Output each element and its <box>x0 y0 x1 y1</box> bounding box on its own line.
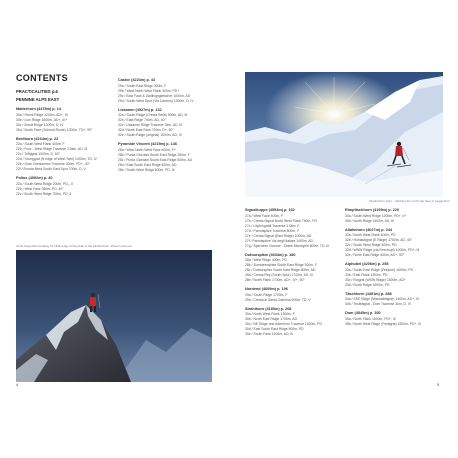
route-entry[interactable]: 27d / Parrotspitze Traverse 800m, F <box>245 228 300 233</box>
skier-photo-caption: Zinalrothorn Spur - climbing the north cap face of Lagginhorn <box>369 199 450 203</box>
route-entry[interactable]: 27b / Cresta Signal North West Flank 750m, PD <box>245 218 317 223</box>
route-entry[interactable]: 28b / Punta Giordani South East Ridge 250m, F <box>118 152 190 157</box>
route-entry[interactable]: 32d / WNW Ridge (via Feechopf) 1000m, PD+, III <box>345 248 420 252</box>
route-entry[interactable]: 32a / North West Flank 400m, PD <box>345 233 396 237</box>
peak-heading[interactable]: Allalinhorn (4027m) p. 244 <box>345 227 393 232</box>
mountain-photo <box>16 250 212 382</box>
right-page <box>229 0 458 458</box>
route-entry[interactable]: 22b / Four - West Ridge Traverse 2.5km, AD, III <box>16 147 88 151</box>
route-entry[interactable]: 27e / Cresta Signal (East Ridge) 1000m, AD <box>245 233 312 238</box>
page-number-left: 4 <box>16 382 19 387</box>
route-entry[interactable]: 28d / East South East Ridge 400m, AD <box>118 162 177 167</box>
route-entry[interactable]: 32d / North East Face 700m, D+, 50° <box>118 128 174 132</box>
route-entry[interactable]: 29d / South West Spur (Via Castoro) 1000m, D, IV <box>118 98 194 103</box>
route-entry[interactable]: 22a / South West Flank 400m, F <box>16 142 65 146</box>
mountain-photo-art <box>16 250 212 382</box>
peak-heading[interactable]: Breithorn (4164m) p. 22 <box>16 136 59 141</box>
route-entry[interactable]: 30c / NE Ridge and Adlerhorn Traverse 1600m, PD <box>245 322 322 326</box>
route-entry[interactable]: 28c / Punta Giordani South East Ridge 600m, AD <box>118 157 193 162</box>
route-entry[interactable]: 29b / Cresta di Santa Caterina 900m, TD, V <box>245 297 311 302</box>
route-entry[interactable]: 22a / South West Ridge 200m, PD-, II <box>16 181 73 186</box>
peak-heading[interactable]: Liskamm (4527m) p. 132 <box>118 107 162 112</box>
route-entry[interactable]: 28e / South West Ridge 600m, PD, III <box>118 167 175 172</box>
route-entry[interactable]: 28c / Dufourspitze South East Ridge 800m, AD <box>245 268 316 272</box>
route-entry[interactable]: 32b / Hohlaubgrat (E Ridge) 1700m, AD, 40° <box>345 238 412 242</box>
route-entry[interactable]: 28a / West North West Face 400m, F+ <box>118 147 176 152</box>
route-entry[interactable]: 33a / South East Ridge (Feejoch) 1600m, PD <box>345 267 414 272</box>
route-entry[interactable]: 22e / Gran Gendarmes Traverse 400m, PD+, 40° <box>16 162 90 166</box>
route-entry[interactable]: 30c / Zmutt Ridge 1200m, D, IV <box>16 122 64 127</box>
route-entry[interactable]: 27f / Parrotspitze Via degli Italiani 1400m, AD <box>245 238 313 243</box>
route-entry[interactable]: 34b / Teufelsgrat - Dom Traverse 3km, D, IV <box>345 302 412 306</box>
skier-photo-art <box>245 72 443 197</box>
route-entry[interactable]: 28e / North Flank 1700m, AD+, IV+, 50° <box>245 278 305 282</box>
peak-heading[interactable]: Täschhorn (4491m) p. 288 <box>345 291 392 296</box>
route-entry[interactable]: 30e / South Face 1400m, AD, III <box>245 332 294 336</box>
route-entry[interactable]: 32b / East Ridge 700m, AD, 40° <box>118 118 166 122</box>
route-entry[interactable]: 28d / Cresta Rey (South Spur) 1700m, AD, III <box>245 273 314 277</box>
route-entry[interactable]: 30d / East South East Ridge 900m, PD <box>245 327 304 331</box>
peak-heading[interactable]: Strahlhorn (4190m) p. 208 <box>245 306 292 311</box>
skier-photo <box>245 72 443 197</box>
section-heading: PENNINE ALPS EAST <box>16 97 60 102</box>
route-entry[interactable]: 28a / West Ridge 400m, PD <box>245 258 287 262</box>
route-entry[interactable]: 30a / North West Flank 1300m, F <box>245 312 295 316</box>
left-column-2 <box>118 78 218 173</box>
peak-heading[interactable]: Pollux (4092m) p. 40 <box>16 176 53 180</box>
route-entry[interactable]: 22b / West Face 350m, PD, 40° <box>16 186 64 191</box>
route-entry[interactable]: 22d / Younggrat (N ridge of West Twin) 1000m, TD, IV <box>16 157 97 161</box>
peak-heading[interactable]: Signalkuppe (4554m) p. 162 <box>245 208 295 212</box>
peak-heading[interactable]: Dom (4545m) p. 300 <box>345 311 381 315</box>
right-column-2 <box>345 208 445 327</box>
route-entry[interactable]: 30b / North Ridge 1400m, AD, III <box>345 218 395 223</box>
route-entry[interactable]: 33b / East Flank 1300m, PD <box>345 272 388 277</box>
route-entry[interactable]: 29b / West North West Flank 300m, PD+ <box>118 88 180 93</box>
route-entry[interactable]: 33c / Rotgrat (WSW Ridge) 1500m, AD+ <box>345 277 406 282</box>
route-entry[interactable]: 32c / South West Ridge 400m, PD <box>345 243 397 247</box>
route-entry[interactable]: 22c / South West Ridge 700m, PD, II <box>16 191 72 196</box>
route-entry[interactable]: 30a / Hörnli Ridge 1200m, AD+, III <box>16 112 68 117</box>
right-column-1 <box>245 208 345 337</box>
route-entry[interactable]: 30a / South West Ridge 1200m, PD+, II+ <box>345 213 407 218</box>
route-entry[interactable]: 30b / North East Ridge 1700m, AD <box>245 317 298 321</box>
photo-caption: Chris Sorgenfrei heading for NNE ridge of the peak of the Zinalrothorn. Photo Laurence <box>16 244 132 248</box>
route-entry[interactable]: 27c / Lisjöchgrätli Traverse 1.5km, F <box>245 223 300 228</box>
route-entry[interactable]: 33d / North Ridge 1600m, PD <box>345 282 390 287</box>
route-entry[interactable]: 32e / North East Ridge 400m, AD+, 50° <box>345 253 405 257</box>
peak-heading[interactable]: Nordend (4609m) p. 196 <box>245 287 288 291</box>
page-number-right: 5 <box>437 382 440 387</box>
route-entry[interactable]: 34a / SSE Ridge (Mischabelgrat) 1400m, AD+, III <box>345 297 419 301</box>
contents-title: CONTENTS <box>16 73 68 83</box>
route-entry[interactable]: 32a / South Ridge (Cresta Sella) 900m, AD, III <box>118 113 188 117</box>
peak-heading[interactable]: Matterhorn (4478m) p. 14 <box>16 107 61 111</box>
route-entry[interactable]: 30b / Lion Ridge 1600m, AD+, III+ <box>16 117 68 122</box>
peak-heading[interactable]: Castor (4223m) p. 44 <box>118 78 156 82</box>
route-entry[interactable]: 35a / North Flank 1600m, PD+, III <box>345 316 396 321</box>
peak-heading[interactable]: Rimpfischhorn (4199m) p. 220 <box>345 208 400 212</box>
peak-heading[interactable]: Alphubel (4206m) p. 258 <box>345 262 389 266</box>
route-entry[interactable]: 22c / Triftjigrat 1000m, D, 60° <box>16 152 60 156</box>
route-entry[interactable]: 32e / South Ridge (original) 1000m, AD, IV <box>118 133 183 137</box>
route-entry[interactable]: 30d / North Face (Schmid Route) 1200m, TD+, 90° <box>16 127 93 132</box>
route-entry[interactable]: 29a / South Ridge 1700m, F <box>245 292 288 297</box>
practicalities-heading[interactable]: PRACTICALITIES p.6 <box>16 89 58 94</box>
peak-heading[interactable]: Pyramide Vincent (4215m) p. 136 <box>118 142 178 146</box>
route-entry[interactable]: 27g / Spernese Viccone - Diane Meneghin 800m, TD, III <box>245 243 330 248</box>
route-entry[interactable]: 29a / South East Ridge 300m, F <box>118 83 167 88</box>
route-entry[interactable]: 22f / Roccia Nera South East Spur 700m, D, V <box>16 167 86 171</box>
route-entry[interactable]: 27a / West Face 400m, F <box>245 213 284 218</box>
route-entry[interactable]: 32c / Liskamm Ridge Traverse 2km, AD, III <box>118 123 183 127</box>
peak-heading[interactable]: Dufourspitze (4634m) p. 180 <box>245 252 296 257</box>
route-entry[interactable]: 29c / East Face & Zwillingsgletscher 1000m, AD <box>118 93 191 98</box>
left-column-1 <box>16 87 116 197</box>
route-entry[interactable]: 28b / Zumsteinspitze South East Ridge 300m, F <box>245 263 317 267</box>
route-entry[interactable]: 35b / North West Ridge (Festigrat) 1500m, PD+, III <box>345 321 422 326</box>
